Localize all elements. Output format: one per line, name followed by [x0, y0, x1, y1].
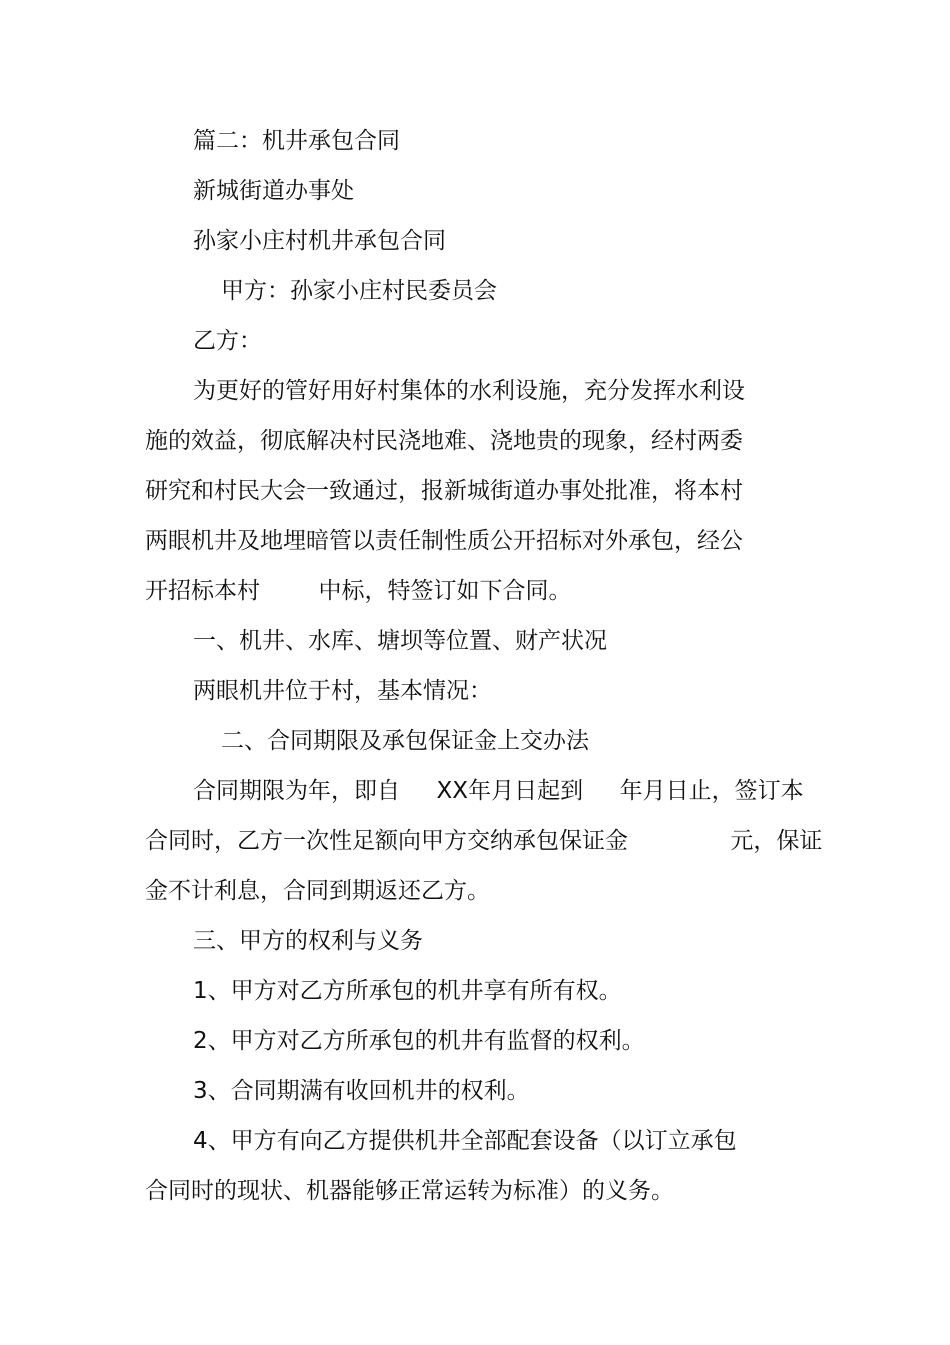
intro-line: 研究和村民大会一致通过，报新城街道办事处批准，将本村 [145, 478, 743, 504]
section2-line: 合同时，乙方一次性足额向甲方交纳承包保证金 元，保证 [145, 828, 823, 854]
section2-title: 二、合同期限及承包保证金上交办法 [221, 728, 589, 754]
section1-title: 一、机井、水库、塘坝等位置、财产状况 [193, 628, 607, 654]
section3-item: 2、甲方对乙方所承包的机井有监督的权利。 [193, 1028, 645, 1054]
section1-text: 两眼机井位于村，基本情况： [193, 678, 492, 704]
section3-item: 1、甲方对乙方所承包的机井享有所有权。 [193, 978, 622, 1004]
intro-line: 为更好的管好用好村集体的水利设施，充分发挥水利设 [193, 378, 745, 404]
party-b: 乙方： [193, 328, 262, 354]
section2-line: 金不计利息，合同到期返还乙方。 [145, 878, 490, 904]
contract-title: 孙家小庄村机井承包合同 [193, 228, 446, 254]
section3-item: 合同时的现状、机器能够正常运转为标准）的义务。 [145, 1178, 674, 1204]
section3-item: 4、甲方有向乙方提供机井全部配套设备（以订立承包 [193, 1128, 737, 1154]
section3-item: 3、合同期满有收回机井的权利。 [193, 1078, 530, 1104]
doc-heading: 篇二：机井承包合同 [193, 128, 400, 154]
intro-line: 两眼机井及地埋暗管以责任制性质公开招标对外承包，经公 [145, 528, 743, 554]
intro-line: 施的效益，彻底解决村民浇地难、浇地贵的现象，经村两委 [145, 428, 743, 454]
section3-title: 三、甲方的权利与义务 [193, 928, 423, 954]
section2-line: 合同期限为年，即自 XX年月日起到 年月日止，签订本 [193, 778, 804, 804]
intro-line: 开招标本村 中标，特签订如下合同。 [145, 578, 572, 604]
party-a: 甲方：孙家小庄村民委员会 [221, 278, 497, 304]
office-name: 新城街道办事处 [193, 178, 354, 204]
